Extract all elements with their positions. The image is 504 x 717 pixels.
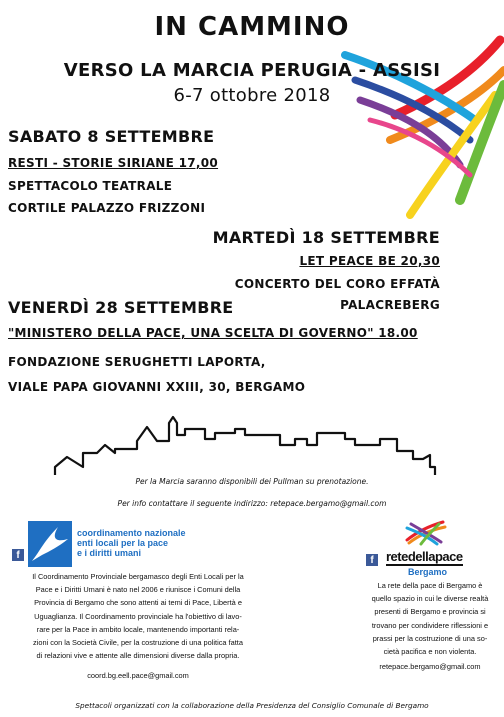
coordinamento-line: Uguaglianza. Il Coordinamento provinciale ha l'obiettivo di lavo- <box>34 611 242 621</box>
event-venerdi-line1: FONDAZIONE SERUGHETTI LAPORTA, <box>8 355 266 369</box>
retedellapace-line: La rete della pace di Bergamo è <box>377 581 483 590</box>
poster-dates: 6-7 ottobre 2018 <box>173 85 331 106</box>
dove-icon <box>28 521 72 567</box>
coordinamento-logo-text <box>77 528 186 558</box>
retedellapace-line: quello spazio in cui le diverse realtà <box>371 594 489 604</box>
facebook-icon[interactable]: f <box>12 549 24 561</box>
retedellapace-logo-city: Bergamo <box>408 567 448 577</box>
event-martedi-line2: PALACREBERG <box>340 298 440 312</box>
event-martedi-day: MARTEDÌ 18 SETTEMBRE <box>212 228 440 247</box>
coordinamento-line: Provincia di Bergamo che sono attenti ai temi di Pace, Libertà e <box>34 598 242 608</box>
event-sabato-title: RESTI - STORIE SIRIANE 17,00 <box>8 156 219 170</box>
bergamo-skyline-outline <box>45 405 445 485</box>
event-martedi-line1: CONCERTO DEL CORO EFFATÀ <box>234 277 440 291</box>
event-venerdi-line2: VIALE PAPA GIOVANNI XXIII, 30, BERGAMO <box>8 380 306 394</box>
facebook-icon[interactable]: f <box>366 554 378 566</box>
event-martedi-title: LET PEACE BE 20,30 <box>299 254 440 268</box>
coordinamento-line: Il Coordinamento Provinciale bergamasco degli Enti Locali per la <box>32 572 244 581</box>
retedellapace-line: presenti di Bergamo e provincia si <box>374 607 486 617</box>
coordinamento-line2: enti locali per la pace <box>77 538 169 548</box>
coordinamento-email[interactable]: coord.bg.eell.pace@gmail.com <box>87 671 189 680</box>
retedellapace-description <box>360 579 500 658</box>
retedellapace-email[interactable]: retepace.bergamo@gmail.com <box>379 662 481 671</box>
event-sabato-line1: SPETTACOLO TEATRALE <box>8 179 173 193</box>
event-venerdi-day: VENERDÌ 28 SETTEMBRE <box>8 298 234 317</box>
retedellapace-logo-name: retedellapace <box>386 549 463 564</box>
retedellapace-swoosh-icon <box>403 520 447 546</box>
event-sabato-line2: CORTILE PALAZZO FRIZZONI <box>8 201 206 215</box>
info-note: Per info contattare il seguente indirizzo: retepace.bergamo@gmail.com <box>117 499 387 508</box>
coordinamento-description <box>8 570 268 662</box>
poster-subtitle: VERSO LA MARCIA PERUGIA - ASSISI <box>63 60 441 81</box>
retedellapace-line: prassi per la costruzione di una so- <box>372 633 488 643</box>
footer-note: Spettacoli organizzati con la collaborazione della Presidenza del Consiglio Comunale di Bergamo <box>75 701 429 710</box>
coordinamento-line3: e i diritti umani <box>77 548 142 558</box>
coordinamento-line: zioni con la Società Civile, per la costruzione di una politica fatta <box>33 638 243 648</box>
coordinamento-line: rare per la Pace in ambito locale, mantenendo importanti rela- <box>36 624 240 634</box>
retedellapace-line: cietà pacifica e non violenta. <box>383 647 477 657</box>
coordinamento-line: di relazioni vive e attente alle dimensioni diverse dalla propria. <box>36 651 240 661</box>
coordinamento-line1: coordinamento nazionale <box>77 528 186 538</box>
event-venerdi-title: "MINISTERO DELLA PACE, UNA SCELTA DI GOVERNO" 18.00 <box>8 326 418 340</box>
coordinamento-line: Pace e i Diritti Umani è nato nel 2006 e riunisce i Comuni della <box>35 585 241 595</box>
retedellapace-line: trovano per condividere riflessioni e <box>371 620 489 630</box>
poster-title: IN CAMMINO <box>154 12 350 42</box>
event-sabato-day: SABATO 8 SETTEMBRE <box>8 127 215 146</box>
pullman-note: Per la Marcia saranno disponibili dei Pullman su prenotazione. <box>135 477 369 486</box>
